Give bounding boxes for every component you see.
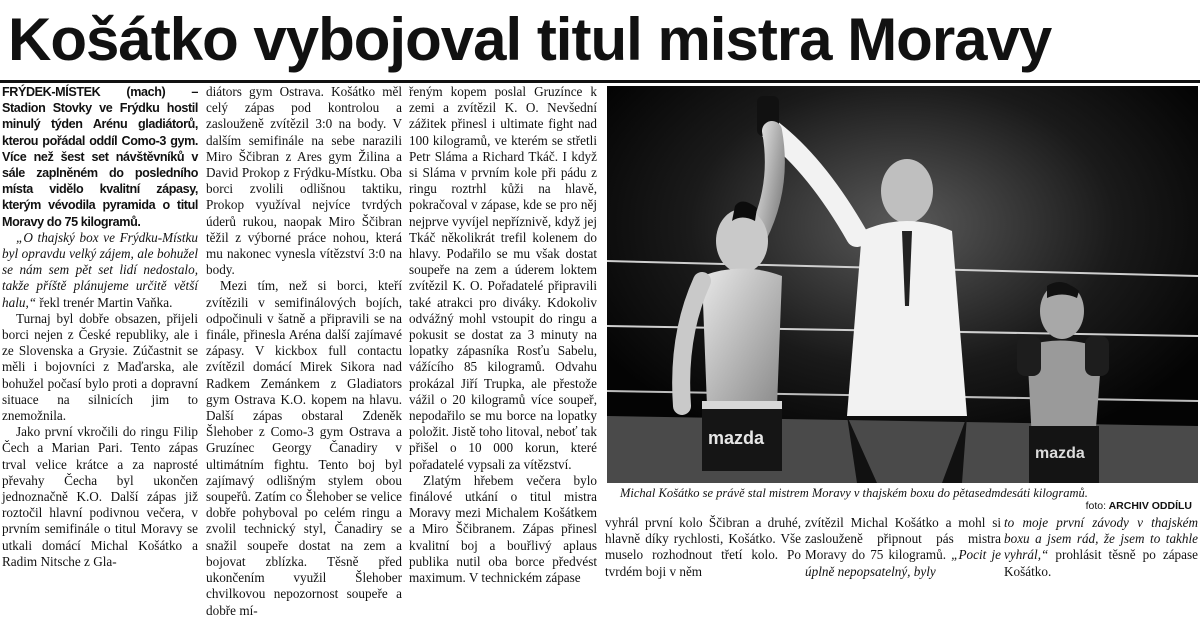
shorts-logo-left: mazda xyxy=(708,428,765,448)
article-column-2 xyxy=(206,84,402,618)
article-paragraph xyxy=(1004,515,1198,580)
photo-credit-name: ARCHIV ODDÍLU xyxy=(1108,500,1192,512)
article-paragraph: diátors gym Ostrava. Košátko měl celý zápas pod kontrolou a zaslouženě zvítězil 3:0 na body. V dalším semifinále na sebe narazili Miro Ščibran z Ares gym Žilina a David Prokop z Frýdku-Místku. Oba borci zvolili odlišnou taktiku, Prokop využíval nejvíce tvrdých úderů rukou, naopak Miro Ščibran těžil z výborné práce nohou, která mu nakonec vynesla vítězství 3:0 na body. xyxy=(206,84,402,278)
trainer-quote: „O thajský box ve Frýdku-Místku byl opravdu velký zájem, ale bohužel se nám sem pět set lidí nedostalo, takže příště plánujeme určitě větší halu,“ xyxy=(2,229,198,310)
headline-rule xyxy=(0,80,1200,83)
article-column-5 xyxy=(805,515,1001,585)
boxing-photo xyxy=(607,86,1198,483)
article-paragraph: řeným kopem poslal Gruzínce k zemi a zvítězil K. O. Nevšední zážitek přinesl i ultimate fight nad 100 kilogramů, ve kterém se střetli Petr Sláma a Richard Tkáč. I když si Sláma v prvním kole při pádu z ringu roztrhl kůži na hlavě, pokračoval v zápase, kde se pro něj nejprve vyvíjel nepříznivě, když jej Tkáč několikrát trefil kolenem do hlavy. Podařilo se mu však dostat soupeře na zem a úderem loktem zvítězil K. O. Pořadatelé připravili také atrakci pro diváky. Kdokoliv odvážný mohl vstoupit do ringu a pokusit se dostat za 3 minuty na lopatky zápasníka Rosťu Sabelu, vážícího 85 kilogramů. Odvahu prokázal Jiří Trupka, ale přestože vážil o 20 kilogramů více soupeř, nepodařilo se mu borce na lopatky položit. Jistě toho litoval, neboť tak přišel o 10 000 korun, které pořadatelé vypsali za vítězství. xyxy=(409,84,597,472)
photo-credit-label: foto: xyxy=(1085,500,1107,512)
article-column-1 xyxy=(2,84,198,584)
article-column-6 xyxy=(1004,515,1198,585)
ring-scene-graphic xyxy=(607,86,1198,483)
final-text: zvítězil Michal Košátko a mohl si zaslouženě připnout pás mistra Moravy do 75 kilogramů. xyxy=(805,515,1001,563)
article-lead: FRÝDEK-MÍSTEK (mach) – Stadion Stovky ve Frýdku hostil minulý týden Arénu gladiátorů, kterou pořádal oddíl Como-3 gym. Více než šest set návštěvníků v sále zaplněném do posledního místa vidělo kvalitní zápasy, kterým vévodila pyramida o titul Moravy do 75 kilogramů. xyxy=(2,85,198,229)
winner-attribution: prohlásit těsně po zápase Košátko. xyxy=(1004,547,1198,579)
winner-quote-end: to moje první závody v thajském boxu a jsem rád, že jsem to takhle vyhrál,“ xyxy=(1004,515,1198,563)
winner-quote-start: „Pocit je úplně nepopsatelný, byly xyxy=(805,547,1001,579)
shorts-logo-right: mazda xyxy=(1035,445,1085,462)
photo-credit xyxy=(1080,500,1192,512)
headline: Košátko vybojoval titul mistra Moravy xyxy=(8,6,1052,73)
article-column-4 xyxy=(605,515,801,585)
photo-caption: Michal Košátko se právě stal mistrem Moravy v thajském boxu do pětasedmdesáti kilogramů. xyxy=(620,486,1088,500)
article-paragraph: Turnaj byl dobře obsazen, přijeli borci nejen z České republiky, ale i ze Slovenska a Grузie. Zúčastnit se měli i bojovníci z Maďarska, ale bohužel počasí bylo proti a dopravní situace na silnicích jim to znemožnila. xyxy=(2,310,198,424)
article-paragraph: Zlatým hřebem večera bylo finálové utkání o titul mistra Moravy mezi Michalem Košátkem a Miro Ščibranem. Zápas přinesl kvalitní boj a bouřlivý aplaus publika nutil oba borce předvést maximum. V technickém zápase xyxy=(409,472,597,586)
trainer-attribution: řekl trenér Martin Vaňka. xyxy=(36,294,173,310)
article-paragraph xyxy=(805,515,1001,580)
article-column-3 xyxy=(409,84,597,584)
article-paragraph: Jako první vkročili do ringu Filip Čech a Marian Pari. Tento zápas trval velice krátce a za naprosté převahy Čecha byl ukončen jednoznačně K.O. Další zápas již roztočil hlavní podivnou večera, v prvním semifinále o titul Moravy se utkali domácí Michal Košátko a Radim Nitsche z Gla- xyxy=(2,424,198,569)
article-paragraph: Mezi tím, než si borci, kteří zvítězili v semifinálových bojích, odpočinuli v šatně a připravili se na finále, přinesla Aréna další zajímavé zápasy. V kickbox full contactu zvítězil domácí Mirek Sikora nad Radkem Zemánkem z Gladiators gym Ostrava K.O. kopem na hlavu. Další zápas obstaral Zdeněk Šlehober z Como-3 gym Ostrava a Gruzínec Georgy Čanadiry v ultimátním fightu. Tento boj byl zajímavý odlišným stylem obou soupeřů. Zatím co Šlehober se velice dobře pohyboval po celém ringu a zvolil technický styl, Čanadiry se snažil soupeře dostat na zem a bojovat zblízka. Těsně před ukončením využil Šlehober chvilkovou nepozornost soupeře a dobře mí- xyxy=(206,278,402,618)
article-paragraph xyxy=(2,230,198,311)
article-paragraph: vyhrál první kolo Ščibran a druhé, hlavně díky rychlosti, Košátko. Vše muselo rozhodnout třetí kolo. Po tvrdém boji v něm xyxy=(605,515,801,579)
